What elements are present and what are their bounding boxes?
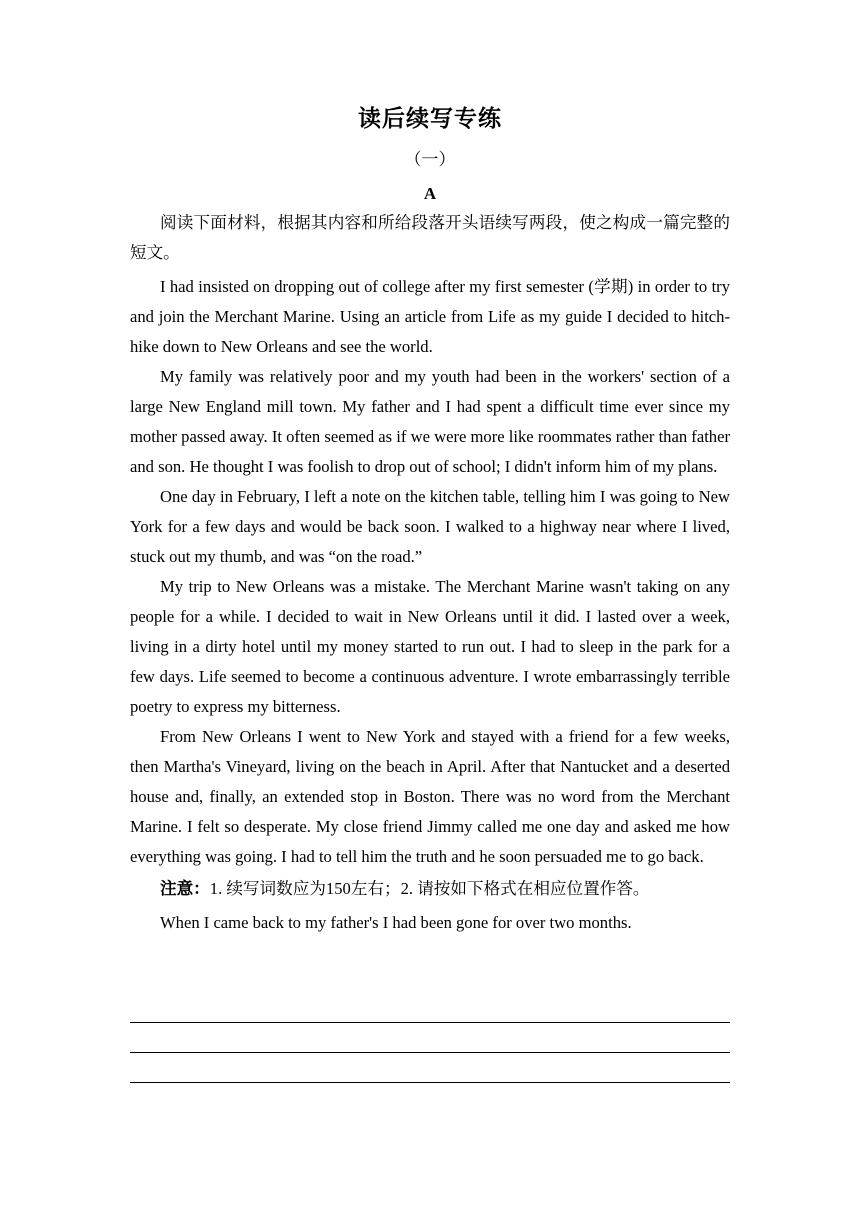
continuation-start: When I came back to my father's I had been gone for over two months. <box>160 913 632 932</box>
answer-line[interactable] <box>130 1052 730 1053</box>
notes-paragraph <box>130 874 730 904</box>
notes-label: 注意： <box>160 879 210 898</box>
passage-paragraph: One day in February, I left a note on the kitchen table, telling him I was going to New York for a few days and would be back soon. I walked to a highway near where I lived, stuck out my thumb, and was “on the road.” <box>130 487 730 566</box>
answer-line[interactable] <box>130 1022 730 1023</box>
passage-paragraph: My family was relatively poor and my youth had been in the workers' section of a large New England mill town. My father and I had spent a difficult time ever since my mother passed away. It often seemed as if we were more like roommates rather than father and son. He thought I was foolish to drop out of school; I didn't inform him of my plans. <box>130 367 730 476</box>
document-subtitle: （一） <box>404 150 456 169</box>
answer-line[interactable] <box>130 1082 730 1083</box>
document-title: 读后续写专练 <box>358 106 502 131</box>
passage-paragraph: My trip to New Orleans was a mistake. The Merchant Marine wasn't taking on any people for a while. I decided to wait in New Orleans until it did. I lasted over a week, living in a dirty hotel until my money started to run out. I had to sleep in the park for a few days. Life seemed to become a continuous adventure. I wrote embarrassingly terrible poetry to express my bitterness. <box>130 577 730 716</box>
answer-area[interactable] <box>130 1022 730 1112</box>
passage-paragraph: From New Orleans I went to New York and stayed with a friend for a few weeks, then Martha's Vineyard, living on the beach in April. After that Nantucket and a deserted house and, finally, an extended stop in Boston. There was no word from the Merchant Marine. I felt so desperate. My close friend Jimmy called me one day and asked me how everything was going. I had to tell him the truth and he soon persuaded me to go back. <box>130 727 730 866</box>
section-label: A <box>423 184 437 203</box>
instruction-paragraph: 阅读下面材料，根据其内容和所给段落开头语续写两段，使之构成一篇完整的短文。 <box>130 213 730 262</box>
passage-paragraph: I had insisted on dropping out of college after my first semester (学期) in order to try and join the Merchant Marine. Using an article from Life as my guide I decided to hitch-hike down to New Orleans and see the world. <box>130 277 730 356</box>
passage-body <box>130 208 730 938</box>
notes-text: 1. 续写词数应为150左右；2. 请按如下格式在相应位置作答。 <box>209 879 650 898</box>
